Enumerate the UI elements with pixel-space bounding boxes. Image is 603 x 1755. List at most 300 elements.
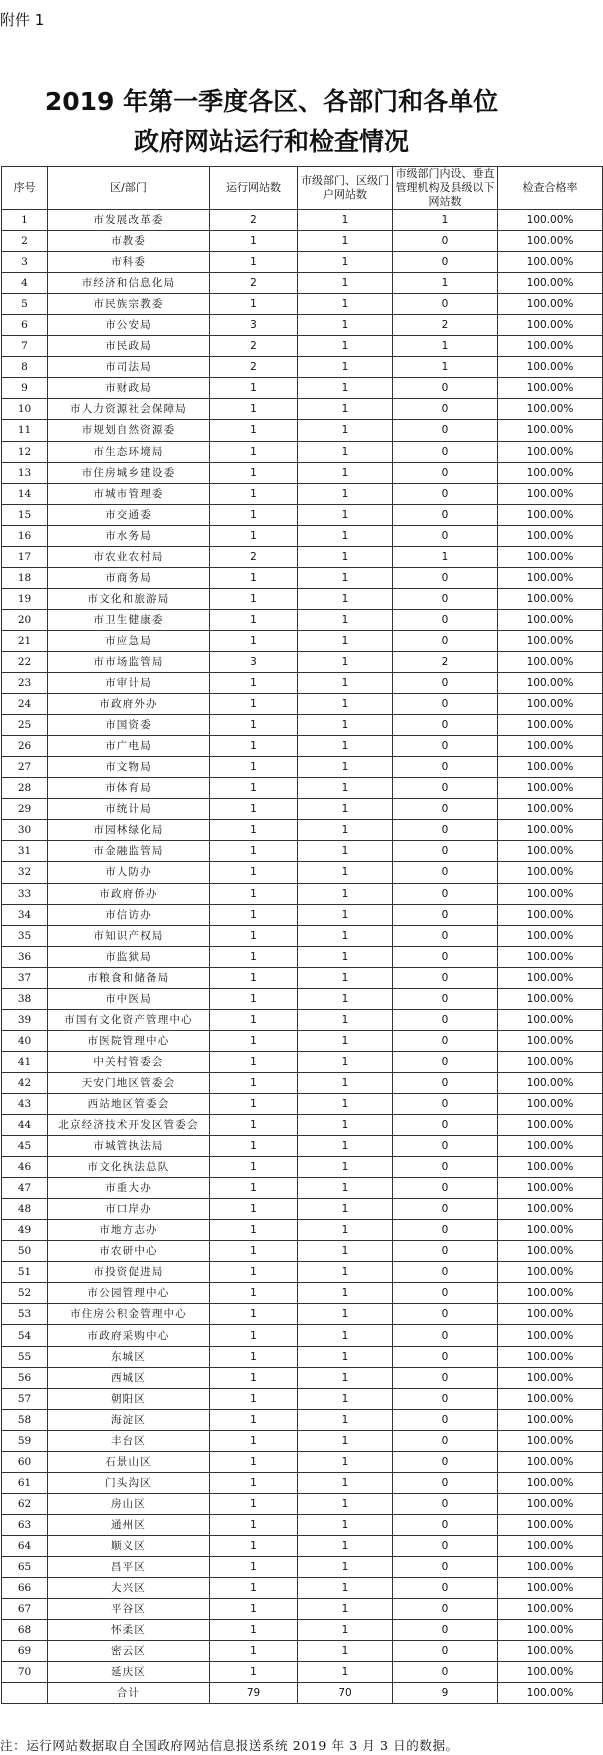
table-row xyxy=(2,651,603,672)
table-row xyxy=(2,231,603,252)
department-cell: 市财政局 xyxy=(48,378,210,399)
department-cell: 东城区 xyxy=(48,1346,210,1367)
department-cell: 市政府侨办 xyxy=(48,883,210,904)
running-sites-cell: 1 xyxy=(210,1009,298,1030)
department-cell: 市经济和信息化局 xyxy=(48,273,210,294)
portal-sites-cell: 1 xyxy=(298,420,393,441)
department-cell: 市人力资源社会保障局 xyxy=(48,399,210,420)
running-sites-cell: 1 xyxy=(210,820,298,841)
table-row xyxy=(2,820,603,841)
index-cell: 54 xyxy=(2,1325,48,1346)
index-cell: 37 xyxy=(2,967,48,988)
table-row xyxy=(2,1493,603,1514)
pass-rate-cell: 100.00% xyxy=(498,1283,603,1304)
portal-sites-cell: 1 xyxy=(298,1241,393,1262)
department-cell: 市体育局 xyxy=(48,778,210,799)
index-cell: 43 xyxy=(2,1093,48,1114)
table-row xyxy=(2,1557,603,1578)
running-sites-cell: 1 xyxy=(210,841,298,862)
portal-sites-cell: 1 xyxy=(298,1136,393,1157)
table-row xyxy=(2,715,603,736)
table-row xyxy=(2,757,603,778)
index-cell: 18 xyxy=(2,567,48,588)
sub-sites-cell: 0 xyxy=(393,1409,498,1430)
department-cell: 市投资促进局 xyxy=(48,1262,210,1283)
index-cell: 44 xyxy=(2,1115,48,1136)
sub-sites-cell: 0 xyxy=(393,294,498,315)
table-row xyxy=(2,609,603,630)
index-cell: 50 xyxy=(2,1241,48,1262)
index-cell: 2 xyxy=(2,231,48,252)
sub-sites-cell: 1 xyxy=(393,546,498,567)
running-sites-cell: 1 xyxy=(210,1620,298,1641)
pass-rate-cell: 100.00% xyxy=(498,294,603,315)
sub-sites-cell: 0 xyxy=(393,252,498,273)
department-cell: 市政府外办 xyxy=(48,694,210,715)
sub-sites-cell: 0 xyxy=(393,483,498,504)
pass-rate-cell: 100.00% xyxy=(498,1051,603,1072)
department-cell: 大兴区 xyxy=(48,1578,210,1599)
index-cell: 33 xyxy=(2,883,48,904)
department-cell: 市发展改革委 xyxy=(48,210,210,231)
department-cell: 密云区 xyxy=(48,1641,210,1662)
pass-rate-cell: 100.00% xyxy=(498,820,603,841)
running-sites-cell: 1 xyxy=(210,252,298,273)
table-row xyxy=(2,336,603,357)
table-row xyxy=(2,1157,603,1178)
sub-sites-cell: 0 xyxy=(393,757,498,778)
table-row xyxy=(2,1220,603,1241)
department-cell: 市农业农村局 xyxy=(48,546,210,567)
table-row xyxy=(2,1620,603,1641)
running-sites-cell: 1 xyxy=(210,1325,298,1346)
portal-sites-cell: 1 xyxy=(298,1430,393,1451)
sub-sites-cell: 0 xyxy=(393,378,498,399)
pass-rate-cell: 100.00% xyxy=(498,504,603,525)
sub-sites-cell: 0 xyxy=(393,609,498,630)
pass-rate-cell: 100.00% xyxy=(498,1451,603,1472)
portal-sites-cell: 1 xyxy=(298,1346,393,1367)
running-sites-cell: 1 xyxy=(210,1093,298,1114)
running-sites-cell: 1 xyxy=(210,1514,298,1535)
index-cell: 1 xyxy=(2,210,48,231)
department-cell: 市广电局 xyxy=(48,736,210,757)
index-cell: 68 xyxy=(2,1620,48,1641)
pass-rate-cell: 100.00% xyxy=(498,1514,603,1535)
index-cell: 4 xyxy=(2,273,48,294)
department-cell: 市公园管理中心 xyxy=(48,1283,210,1304)
sub-sites-cell: 0 xyxy=(393,231,498,252)
sub-sites-cell: 0 xyxy=(393,1388,498,1409)
pass-rate-cell: 100.00% xyxy=(498,483,603,504)
sub-sites-cell: 0 xyxy=(393,1641,498,1662)
running-sites-cell: 1 xyxy=(210,588,298,609)
department-cell: 市国有文化资产管理中心 xyxy=(48,1009,210,1030)
table-row xyxy=(2,1409,603,1430)
sub-sites-cell: 0 xyxy=(393,441,498,462)
portal-sites-cell: 1 xyxy=(298,778,393,799)
sub-sites-cell: 0 xyxy=(393,1367,498,1388)
portal-sites-cell: 1 xyxy=(298,1093,393,1114)
portal-sites-cell: 1 xyxy=(298,757,393,778)
table-row xyxy=(2,1662,603,1683)
department-cell: 中关村管委会 xyxy=(48,1051,210,1072)
department-cell: 市信访办 xyxy=(48,904,210,925)
running-sites-cell: 1 xyxy=(210,694,298,715)
sub-sites-cell: 1 xyxy=(393,336,498,357)
sub-sites-cell: 0 xyxy=(393,1535,498,1556)
column-header-running-sites: 运行网站数 xyxy=(210,167,298,210)
running-sites-cell: 1 xyxy=(210,1409,298,1430)
pass-rate-cell: 100.00% xyxy=(498,336,603,357)
department-cell: 市口岸办 xyxy=(48,1199,210,1220)
pass-rate-cell: 100.00% xyxy=(498,1346,603,1367)
pass-rate-cell: 100.00% xyxy=(498,462,603,483)
department-cell: 市教委 xyxy=(48,231,210,252)
portal-sites-cell: 1 xyxy=(298,441,393,462)
table-row xyxy=(2,252,603,273)
index-cell: 57 xyxy=(2,1388,48,1409)
running-sites-cell: 1 xyxy=(210,525,298,546)
pass-rate-cell: 100.00% xyxy=(498,1599,603,1620)
table-row xyxy=(2,988,603,1009)
portal-sites-cell: 1 xyxy=(298,841,393,862)
running-sites-cell: 1 xyxy=(210,1030,298,1051)
department-cell: 通州区 xyxy=(48,1514,210,1535)
index-cell: 56 xyxy=(2,1367,48,1388)
index-cell: 55 xyxy=(2,1346,48,1367)
total-label-cell: 合计 xyxy=(48,1683,210,1704)
column-header-sub-sites: 市级部门内设、垂直管理机构及县级以下网站数 xyxy=(393,167,498,210)
running-sites-cell: 1 xyxy=(210,1220,298,1241)
running-sites-cell: 1 xyxy=(210,1051,298,1072)
department-cell: 市水务局 xyxy=(48,525,210,546)
pass-rate-cell: 100.00% xyxy=(498,1030,603,1051)
running-sites-cell: 1 xyxy=(210,462,298,483)
sub-sites-cell: 0 xyxy=(393,736,498,757)
portal-sites-cell: 1 xyxy=(298,1514,393,1535)
sub-sites-cell: 1 xyxy=(393,273,498,294)
running-sites-cell: 1 xyxy=(210,1367,298,1388)
running-sites-cell: 1 xyxy=(210,904,298,925)
department-cell: 市审计局 xyxy=(48,673,210,694)
total-sub-sites-cell: 9 xyxy=(393,1683,498,1704)
index-cell: 42 xyxy=(2,1072,48,1093)
portal-sites-cell: 1 xyxy=(298,1599,393,1620)
table-row xyxy=(2,1641,603,1662)
portal-sites-cell: 1 xyxy=(298,525,393,546)
department-cell: 市政府采购中心 xyxy=(48,1325,210,1346)
running-sites-cell: 2 xyxy=(210,210,298,231)
column-header-portal-sites: 市级部门、区级门户网站数 xyxy=(298,167,393,210)
running-sites-cell: 1 xyxy=(210,1262,298,1283)
department-cell: 石景山区 xyxy=(48,1451,210,1472)
index-cell: 15 xyxy=(2,504,48,525)
department-cell: 市文化和旅游局 xyxy=(48,588,210,609)
running-sites-cell: 1 xyxy=(210,1283,298,1304)
sub-sites-cell: 0 xyxy=(393,1220,498,1241)
portal-sites-cell: 1 xyxy=(298,946,393,967)
total-pass-rate-cell: 100.00% xyxy=(498,1683,603,1704)
department-cell: 市城管执法局 xyxy=(48,1136,210,1157)
table-row xyxy=(2,1115,603,1136)
sub-sites-cell: 0 xyxy=(393,883,498,904)
department-cell: 市商务局 xyxy=(48,567,210,588)
sub-sites-cell: 0 xyxy=(393,778,498,799)
pass-rate-cell: 100.00% xyxy=(498,1578,603,1599)
table-row xyxy=(2,462,603,483)
pass-rate-cell: 100.00% xyxy=(498,967,603,988)
sub-sites-cell: 0 xyxy=(393,1472,498,1493)
sub-sites-cell: 0 xyxy=(393,630,498,651)
table-row xyxy=(2,1304,603,1325)
table-row xyxy=(2,862,603,883)
portal-sites-cell: 1 xyxy=(298,1072,393,1093)
portal-sites-cell: 1 xyxy=(298,904,393,925)
portal-sites-cell: 1 xyxy=(298,1304,393,1325)
department-cell: 市应急局 xyxy=(48,630,210,651)
department-cell: 市民政局 xyxy=(48,336,210,357)
sub-sites-cell: 0 xyxy=(393,673,498,694)
table-row xyxy=(2,1451,603,1472)
portal-sites-cell: 1 xyxy=(298,1009,393,1030)
table-row xyxy=(2,883,603,904)
table-row xyxy=(2,1283,603,1304)
portal-sites-cell: 1 xyxy=(298,1535,393,1556)
running-sites-cell: 1 xyxy=(210,1199,298,1220)
table-row xyxy=(2,1388,603,1409)
portal-sites-cell: 1 xyxy=(298,1388,393,1409)
pass-rate-cell: 100.00% xyxy=(498,1262,603,1283)
table-row xyxy=(2,1472,603,1493)
portal-sites-cell: 1 xyxy=(298,862,393,883)
pass-rate-cell: 100.00% xyxy=(498,231,603,252)
portal-sites-cell: 1 xyxy=(298,399,393,420)
sub-sites-cell: 0 xyxy=(393,462,498,483)
pass-rate-cell: 100.00% xyxy=(498,1472,603,1493)
pass-rate-cell: 100.00% xyxy=(498,1093,603,1114)
department-cell: 市城市管理委 xyxy=(48,483,210,504)
sub-sites-cell: 0 xyxy=(393,1199,498,1220)
sub-sites-cell: 0 xyxy=(393,504,498,525)
sub-sites-cell: 0 xyxy=(393,1051,498,1072)
pass-rate-cell: 100.00% xyxy=(498,1493,603,1514)
sub-sites-cell: 0 xyxy=(393,1241,498,1262)
department-cell: 市知识产权局 xyxy=(48,925,210,946)
running-sites-cell: 1 xyxy=(210,1662,298,1683)
index-cell: 8 xyxy=(2,357,48,378)
index-cell: 40 xyxy=(2,1030,48,1051)
department-cell: 丰台区 xyxy=(48,1430,210,1451)
table-row xyxy=(2,1578,603,1599)
department-cell: 门头沟区 xyxy=(48,1472,210,1493)
running-sites-cell: 1 xyxy=(210,736,298,757)
department-cell: 市监狱局 xyxy=(48,946,210,967)
index-cell: 49 xyxy=(2,1220,48,1241)
running-sites-cell: 1 xyxy=(210,1557,298,1578)
index-cell: 24 xyxy=(2,694,48,715)
pass-rate-cell: 100.00% xyxy=(498,799,603,820)
pass-rate-cell: 100.00% xyxy=(498,1535,603,1556)
running-sites-cell: 2 xyxy=(210,546,298,567)
department-cell: 市医院管理中心 xyxy=(48,1030,210,1051)
running-sites-cell: 1 xyxy=(210,1304,298,1325)
sub-sites-cell: 0 xyxy=(393,694,498,715)
portal-sites-cell: 1 xyxy=(298,1220,393,1241)
table-row xyxy=(2,778,603,799)
pass-rate-cell: 100.00% xyxy=(498,315,603,336)
table-row xyxy=(2,1367,603,1388)
running-sites-cell: 1 xyxy=(210,1451,298,1472)
index-cell: 27 xyxy=(2,757,48,778)
table-row xyxy=(2,673,603,694)
page-title-line-2: 政府网站运行和检查情况 xyxy=(133,127,409,156)
department-cell: 市生态环境局 xyxy=(48,441,210,462)
portal-sites-cell: 1 xyxy=(298,1367,393,1388)
portal-sites-cell: 1 xyxy=(298,1472,393,1493)
index-cell: 13 xyxy=(2,462,48,483)
attachment-label: 附件 1 xyxy=(0,11,45,29)
portal-sites-cell: 1 xyxy=(298,1641,393,1662)
portal-sites-cell: 1 xyxy=(298,315,393,336)
pass-rate-cell: 100.00% xyxy=(498,399,603,420)
pass-rate-cell: 100.00% xyxy=(498,1557,603,1578)
department-cell: 市农研中心 xyxy=(48,1241,210,1262)
running-sites-cell: 1 xyxy=(210,1388,298,1409)
portal-sites-cell: 1 xyxy=(298,609,393,630)
department-cell: 昌平区 xyxy=(48,1557,210,1578)
index-cell: 69 xyxy=(2,1641,48,1662)
table-row xyxy=(2,967,603,988)
running-sites-cell: 3 xyxy=(210,315,298,336)
department-cell: 市金融监管局 xyxy=(48,841,210,862)
sub-sites-cell: 0 xyxy=(393,1072,498,1093)
sub-sites-cell: 0 xyxy=(393,1620,498,1641)
table-row xyxy=(2,1072,603,1093)
table-row xyxy=(2,1009,603,1030)
department-cell: 市文化执法总队 xyxy=(48,1157,210,1178)
index-cell: 41 xyxy=(2,1051,48,1072)
running-sites-cell: 1 xyxy=(210,1115,298,1136)
portal-sites-cell: 1 xyxy=(298,252,393,273)
running-sites-cell: 1 xyxy=(210,1535,298,1556)
pass-rate-cell: 100.00% xyxy=(498,1620,603,1641)
table-row xyxy=(2,1199,603,1220)
sub-sites-cell: 0 xyxy=(393,399,498,420)
index-cell: 65 xyxy=(2,1557,48,1578)
portal-sites-cell: 1 xyxy=(298,1493,393,1514)
sub-sites-cell: 0 xyxy=(393,946,498,967)
sub-sites-cell: 0 xyxy=(393,1430,498,1451)
sub-sites-cell: 0 xyxy=(393,1493,498,1514)
sub-sites-cell: 0 xyxy=(393,1451,498,1472)
table-row xyxy=(2,588,603,609)
department-cell: 市住房公积金管理中心 xyxy=(48,1304,210,1325)
portal-sites-cell: 1 xyxy=(298,1409,393,1430)
table-row xyxy=(2,273,603,294)
portal-sites-cell: 1 xyxy=(298,504,393,525)
sub-sites-cell: 0 xyxy=(393,567,498,588)
portal-sites-cell: 1 xyxy=(298,1262,393,1283)
portal-sites-cell: 1 xyxy=(298,231,393,252)
department-cell: 市住房城乡建设委 xyxy=(48,462,210,483)
sub-sites-cell: 0 xyxy=(393,925,498,946)
pass-rate-cell: 100.00% xyxy=(498,546,603,567)
pass-rate-cell: 100.00% xyxy=(498,1325,603,1346)
table-row xyxy=(2,946,603,967)
sub-sites-cell: 0 xyxy=(393,820,498,841)
sub-sites-cell: 0 xyxy=(393,1346,498,1367)
index-cell: 23 xyxy=(2,673,48,694)
pass-rate-cell: 100.00% xyxy=(498,525,603,546)
total-portal-sites-cell: 70 xyxy=(298,1683,393,1704)
running-sites-cell: 1 xyxy=(210,294,298,315)
department-cell: 市卫生健康委 xyxy=(48,609,210,630)
portal-sites-cell: 1 xyxy=(298,820,393,841)
portal-sites-cell: 1 xyxy=(298,588,393,609)
portal-sites-cell: 1 xyxy=(298,1662,393,1683)
portal-sites-cell: 1 xyxy=(298,988,393,1009)
portal-sites-cell: 1 xyxy=(298,210,393,231)
table-row xyxy=(2,210,603,231)
running-sites-cell: 1 xyxy=(210,1157,298,1178)
pass-rate-cell: 100.00% xyxy=(498,378,603,399)
table-header-row xyxy=(2,167,603,210)
table-row xyxy=(2,294,603,315)
index-cell: 21 xyxy=(2,630,48,651)
pass-rate-cell: 100.00% xyxy=(498,778,603,799)
table-row xyxy=(2,799,603,820)
portal-sites-cell: 1 xyxy=(298,357,393,378)
index-cell: 26 xyxy=(2,736,48,757)
department-cell: 市文物局 xyxy=(48,757,210,778)
portal-sites-cell: 1 xyxy=(298,1115,393,1136)
department-cell: 房山区 xyxy=(48,1493,210,1514)
sub-sites-cell: 0 xyxy=(393,1009,498,1030)
pass-rate-cell: 100.00% xyxy=(498,1430,603,1451)
sub-sites-cell: 0 xyxy=(393,988,498,1009)
portal-sites-cell: 1 xyxy=(298,1557,393,1578)
table-row xyxy=(2,1241,603,1262)
column-header-department: 区/部门 xyxy=(48,167,210,210)
index-cell: 52 xyxy=(2,1283,48,1304)
footnote: 注：运行网站数据取自全国政府网站信息报送系统 2019 年 3 月 3 日的数据。 xyxy=(0,1738,459,1753)
table-row xyxy=(2,736,603,757)
table-row xyxy=(2,1325,603,1346)
portal-sites-cell: 1 xyxy=(298,967,393,988)
pass-rate-cell: 100.00% xyxy=(498,567,603,588)
pass-rate-cell: 100.00% xyxy=(498,420,603,441)
page-title-line-1: 2019 年第一季度各区、各部门和各单位 xyxy=(44,87,499,116)
portal-sites-cell: 1 xyxy=(298,336,393,357)
pass-rate-cell: 100.00% xyxy=(498,651,603,672)
pass-rate-cell: 100.00% xyxy=(498,1367,603,1388)
sub-sites-cell: 0 xyxy=(393,715,498,736)
running-sites-cell: 1 xyxy=(210,988,298,1009)
index-cell: 35 xyxy=(2,925,48,946)
table-row xyxy=(2,630,603,651)
running-sites-cell: 1 xyxy=(210,1241,298,1262)
table-row xyxy=(2,841,603,862)
running-sites-cell: 1 xyxy=(210,483,298,504)
pass-rate-cell: 100.00% xyxy=(498,1072,603,1093)
running-sites-cell: 1 xyxy=(210,231,298,252)
table-total-row xyxy=(2,1683,603,1704)
total-index-cell xyxy=(2,1683,48,1704)
portal-sites-cell: 1 xyxy=(298,483,393,504)
pass-rate-cell: 100.00% xyxy=(498,1009,603,1030)
pass-rate-cell: 100.00% xyxy=(498,1662,603,1683)
